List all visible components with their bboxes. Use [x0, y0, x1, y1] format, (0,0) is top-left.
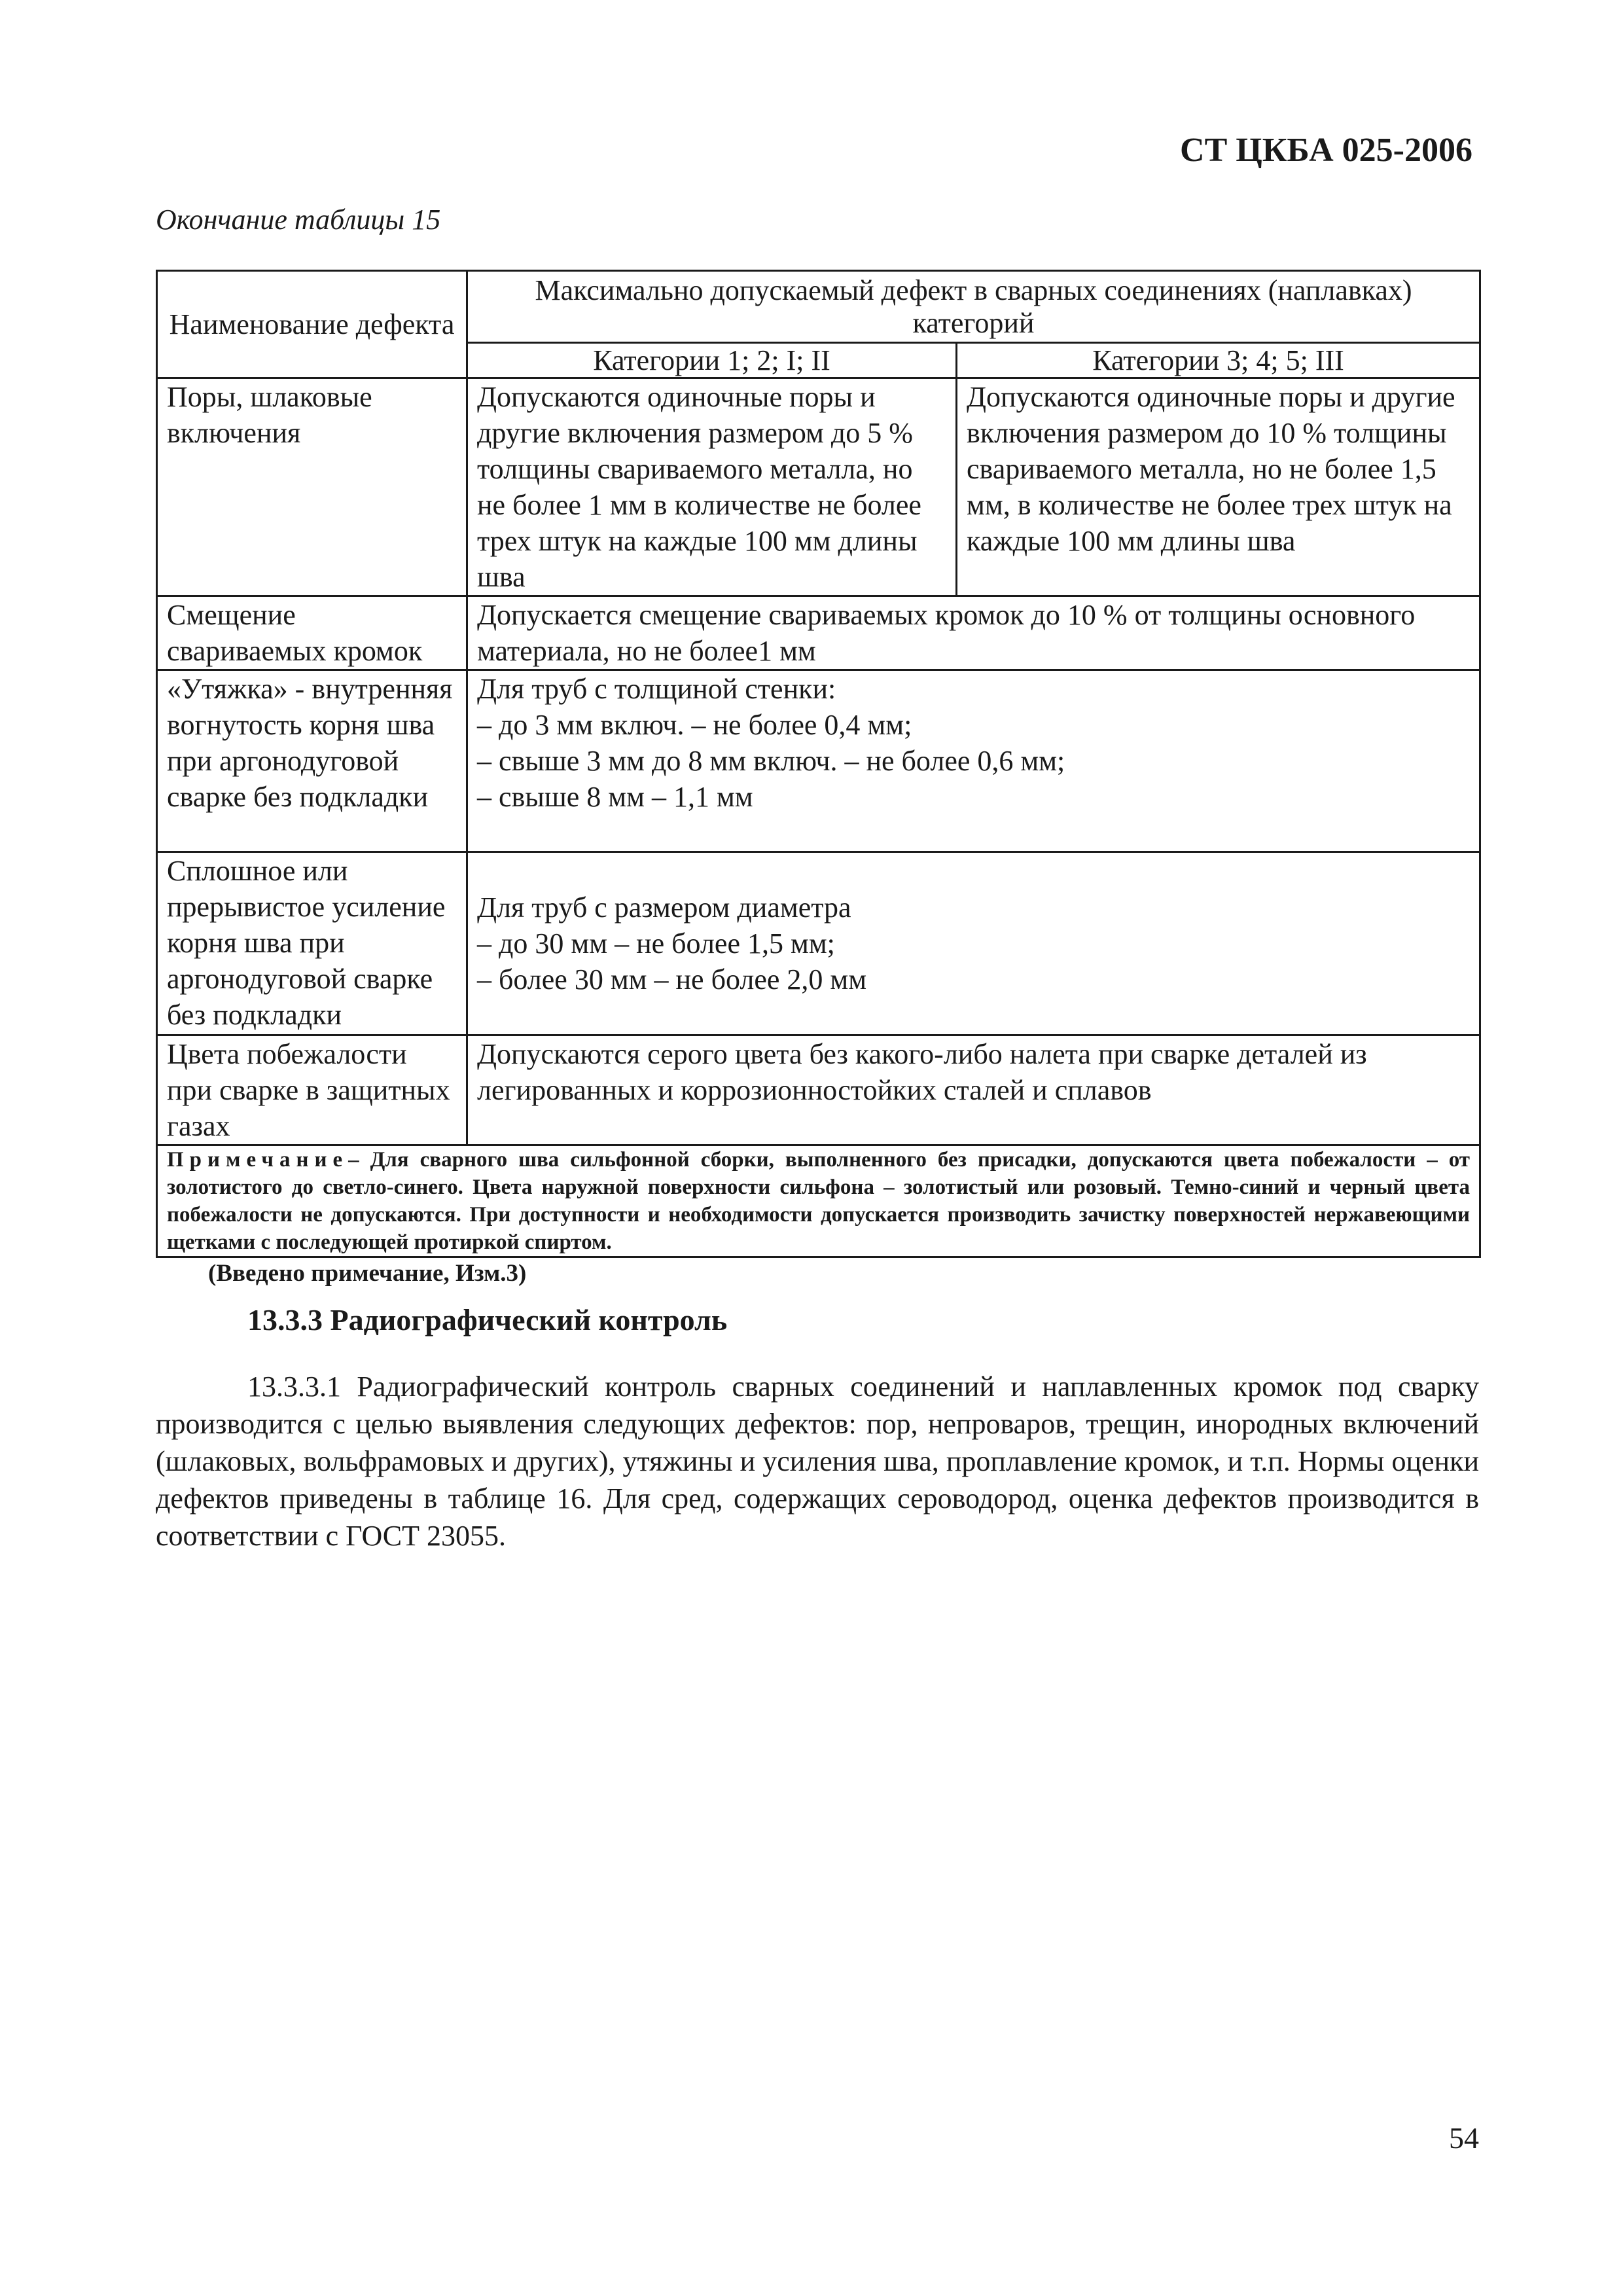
- amendment-note: (Введено примечание, Изм.3): [208, 1260, 527, 1287]
- header-defect-name: Наименование дефекта: [157, 271, 467, 378]
- defect-name-cell: «Утяжка» - внутренняя вогнутость корня шва при аргонодуговой сварке без подкладки: [157, 670, 467, 852]
- defect-value-cell: Допускается смещение свариваемых кромок до 10 % от толщины основного материала, но не более1 мм: [467, 596, 1480, 670]
- defect-name-cell: Сплошное или прерывистое усиление корня шва при аргонодуговой сварке без подкладки: [157, 852, 467, 1035]
- category-3-5-cell: Допускаются одиночные поры и другие включения размером до 10 % толщины свариваемого металла, но не более 1,5 мм, в количестве не более трех штук на каждые 100 мм длины шва: [957, 378, 1480, 596]
- defect-name-cell: Цвета побежалости при сварке в защитных газах: [157, 1035, 467, 1145]
- section-title: 13.3.3 Радиографический контроль: [247, 1303, 728, 1336]
- value-line: – до 30 мм – не более 1,5 мм;: [477, 927, 835, 960]
- value-line: – до 3 мм включ. – не более 0,4 мм;: [477, 709, 912, 741]
- defect-value-cell: Допускаются серого цвета без какого-либо налета при сварке деталей из легированных и коррозионностойких сталей и сплавов: [467, 1035, 1480, 1145]
- defect-name-cell: Поры, шлаковые включения: [157, 378, 467, 596]
- value-line: – свыше 3 мм до 8 мм включ. – не более 0,6 мм;: [477, 745, 1065, 777]
- value-line: Для труб с толщиной стенки:: [477, 673, 836, 705]
- category-1-2-cell: Допускаются одиночные поры и другие включения размером до 5 % толщины свариваемого металла, но не более 1 мм в количестве не более трех штук на каждые 100 мм длины шва: [467, 378, 957, 596]
- defect-value-cell: [467, 670, 1480, 852]
- note-title: Примечание: [167, 1148, 349, 1172]
- note-text: – Для сварного шва сильфонной сборки, выполненного без присадки, допускаются цвета побежалости – от золотистого до светло-синего. Цвета наружной поверхности сильфона – золотистый или розовый. Темно-синий и черный цвета побежалости не допускаются. При доступности и необходимости допускается производить зачистку поверхностей нержавеющими щетками с последующей протиркой спиртом.: [167, 1148, 1470, 1254]
- table-caption: Окончание таблицы 15: [156, 204, 441, 236]
- value-line: – более 30 мм – не более 2,0 мм: [477, 963, 867, 996]
- table-row: [157, 1035, 1480, 1145]
- table-row: [157, 596, 1480, 670]
- table-row: [157, 852, 1480, 1035]
- table-row: [157, 378, 1480, 596]
- value-line: – свыше 8 мм – 1,1 мм: [477, 781, 753, 813]
- defects-table: [156, 270, 1481, 1258]
- value-line: Для труб с размером диаметра: [477, 891, 851, 924]
- header-category-1-2: Категории 1; 2; I; II: [467, 343, 957, 378]
- table-note: [157, 1145, 1480, 1257]
- table-row: [157, 670, 1480, 852]
- section-paragraph: 13.3.3.1 Радиографический контроль сварных соединений и наплавленных кромок под сварку производится с целью выявления следующих дефектов: пор, непроваров, трещин, инородных включений (шлаковых, вольфрамовых и других), утяжины и усиления шва, проплавление кромок, и т.п. Нормы оценки дефектов приведены в таблице 16. Для сред, содержащих сероводород, оценка дефектов производится в соответствии с ГОСТ 23055.: [156, 1371, 1479, 1552]
- page-number: 54: [1449, 2121, 1479, 2155]
- header-max-defect: Максимально допускаемый дефект в сварных соединениях (наплавках) категорий: [467, 271, 1480, 343]
- document-code: СТ ЦКБА 025-2006: [1180, 132, 1472, 169]
- header-category-3-5: Категории 3; 4; 5; III: [957, 343, 1480, 378]
- table-note-row: [157, 1145, 1480, 1257]
- table-header-row: [157, 271, 1480, 343]
- defect-value-cell: [467, 852, 1480, 1035]
- defect-name-cell: Смещение свариваемых кромок: [157, 596, 467, 670]
